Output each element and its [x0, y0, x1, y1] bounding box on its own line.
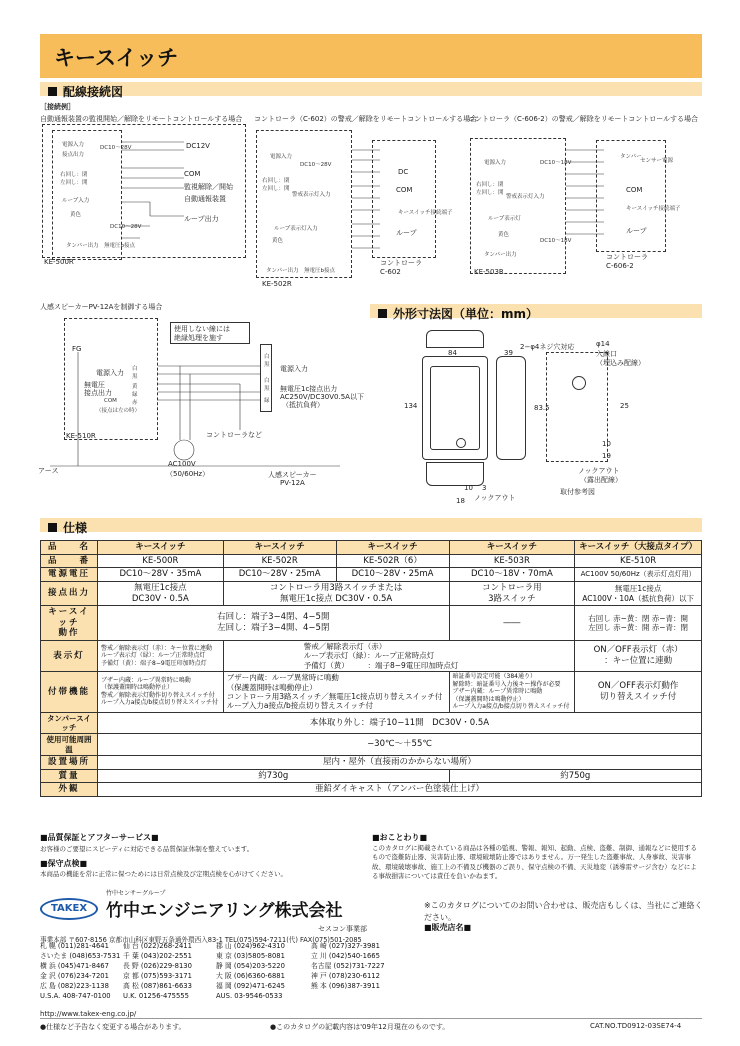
cell: コントローラ用3路スイッチまたは 無電圧1c接点 DC30V・0.5A [223, 581, 449, 605]
d4-note1: 使用しない線には [174, 325, 230, 333]
d4-no-voltage: 無電圧 [84, 381, 105, 389]
d2-b-contact: 無電圧b接点 [304, 268, 335, 274]
d4-yellow: 黄 [132, 384, 138, 390]
headquarters: 事業本部 〒607-8156 京都市山科区東野五条通外環西入83-1 TEL(075)594-7211(代) FAX(075)501-2085 [40, 936, 362, 944]
diagram4-model: KE-510R [66, 432, 96, 440]
page-title: キースイッチ [54, 46, 179, 70]
d3-controller-model: C-606-2 [606, 262, 634, 270]
office: 神 戸 (078)230-6112 [311, 971, 380, 980]
d3-loop-lamp: ループ表示灯 [488, 216, 521, 222]
office: 福 岡 (092)471-6245 [216, 981, 285, 990]
cell: KE-510R [575, 554, 702, 568]
d2-controller-label: コントローラ [380, 259, 422, 267]
cell: 右回し 赤−黄：閉 赤−青：開 左回し 赤−黄：開 赤−青：閉 [575, 606, 702, 641]
row-head-appearance: 外観 [41, 783, 98, 797]
table-row [41, 641, 702, 672]
cell: ブザー内蔵：ループ異常時に鳴動 （保護蓋開時は鳴動停止） コントローラ用3路スイッチ／無電圧1c接点切り替えスイッチ付 ループ入力a接点/b接点切り替えスイッチ付 [223, 672, 449, 713]
d3-dc: DC10〜18V [540, 160, 572, 166]
spec-section-heading: 仕様 [48, 519, 87, 536]
cell: −30℃〜＋55℃ [98, 734, 702, 756]
cell: キースイッチ [98, 541, 224, 555]
d4-pv-power: 電源入力 [280, 365, 308, 373]
row-head-function: 付帯機能 [41, 672, 98, 713]
dim-screw: 2−φ4ネジ穴対応 [520, 343, 575, 351]
row-head-tamper: タンパースイッチ [41, 712, 98, 734]
office [311, 992, 401, 1002]
d3-com: COM [626, 186, 643, 194]
d1-tamper: タンパー出力 [66, 243, 99, 249]
office: 大 阪 (06)6360-6881 [216, 971, 285, 980]
cell: KE-502R（6） [336, 554, 449, 568]
dim-10-bottom: 10 [464, 484, 473, 492]
d4-white: 白 [132, 366, 138, 372]
d3-controller-label: コントローラ [606, 253, 648, 261]
cell: DC10〜28V・25mA [336, 568, 449, 582]
cell: 本体取り外し：端子10−11開 DC30V・0.5A [98, 712, 702, 734]
d1-dc: DC10〜28V [100, 145, 132, 151]
d4-controller: コントローラなど [206, 431, 262, 439]
diagram3-model: KE-503R [474, 268, 504, 276]
table-row [41, 606, 702, 641]
d3-sensor-power: センサー電源 [640, 158, 674, 164]
table-row [41, 554, 702, 568]
cell: 無電圧1c接点 DC30V・0.5A [98, 581, 224, 605]
d1-left: 左回し：開 [60, 180, 88, 186]
d2-right: 右回し：閉 [262, 178, 290, 184]
dim-3: 3 [482, 484, 487, 492]
dim-10-side: 10 [602, 440, 611, 448]
dim-height: 134 [404, 402, 418, 410]
cell: ブザー内蔵：ループ異常時に鳴動 （保護蓋開時は鳴動停止） 警戒／解除表示灯動作切り替えスイッチ付 ループ入力a接点/b接点切り替えスイッチ付 [98, 672, 224, 713]
dim-ref: 取付参考図 [560, 488, 595, 496]
dim-pitch: 83.5 [534, 404, 550, 412]
d3-key-terminal: キースイッチ接続端子 [626, 206, 681, 212]
d1-dc2: DC10〜28V [110, 224, 142, 230]
d4-earth: アース [38, 467, 59, 475]
takex-logo: TAKEX [40, 898, 98, 920]
d4-t-white: 白 [264, 354, 270, 360]
row-head-name: 品 名 [41, 541, 98, 555]
d2-com: COM [396, 186, 413, 194]
d3-tamper: タンパー [620, 154, 642, 160]
square-icon [48, 523, 57, 532]
quality-title: ■品質保証とアフターサービス■ [40, 833, 159, 842]
office: 静 岡 (054)203-5220 [216, 961, 285, 970]
d4-contact-note: （接点は左の時） [96, 408, 141, 414]
diagram2-title: コントローラ（C-602）の警戒／解除をリモートコントロールする場合 [254, 115, 478, 123]
dim-width: 84 [448, 349, 457, 357]
d4-pv-rating: AC250V/DC30V0.5A以下 [280, 393, 364, 401]
d1-b-contact: 無電圧b接点 [104, 243, 135, 249]
d1-yellow: 黄色 [70, 212, 82, 218]
date-note: ●このカタログの記載内容は'09年12月現在のものです。 [270, 1023, 450, 1031]
cell: 右回し：端子3−4閉、4−5開 左回し：端子3−4開、4−5閉 [98, 606, 450, 641]
spec-section-bar [40, 518, 702, 532]
d3-loop: ループ [626, 227, 647, 235]
cell: コントローラ用 3路スイッチ [449, 581, 575, 605]
cell: ―― [449, 606, 575, 641]
d4-contact-out: 接点出力 [84, 389, 112, 397]
diagram1-auto-report: 自動通報装置 [184, 195, 226, 203]
cell: 屋内・屋外（直接雨のかからない場所） [98, 756, 702, 770]
cell: 警戒／解除表示灯（赤） ループ表示灯（緑）：ループ正常時点灯 予備灯（黄） ：端子8−9電圧印加時点灯 [223, 641, 575, 672]
inquiry-note: ※このカタログについてのお問い合わせは、販売店もしくは、当社にご連絡ください。 [424, 901, 703, 922]
office: U.K. 01256-475555 [123, 991, 189, 1000]
cell: DC10〜28V・35mA [98, 568, 224, 582]
d1-loop-in: ループ入力 [62, 198, 90, 204]
example-label: ［接続例］ [40, 103, 75, 111]
maintenance-text: 本商品の機能を常に正常に保つためには日常点検及び定期点検を心がけてください。 [40, 870, 287, 878]
cell: キースイッチ（大接点タイプ） [575, 541, 702, 555]
company-name: 竹中エンジニアリング株式会社 [106, 901, 343, 921]
d4-ac100v: AC100V [168, 460, 196, 468]
d3-dc-out: DC10〜18V [540, 238, 572, 244]
table-row [41, 712, 702, 734]
notice-title: ■おことわり■ [372, 833, 428, 842]
office: 金 沢 (076)234-7201 [40, 971, 109, 980]
cell: キースイッチ [223, 541, 336, 555]
d4-red: 赤 [132, 400, 138, 406]
d3-yellow: 黄色 [498, 232, 510, 238]
dim-depth: 39 [504, 349, 513, 357]
d2-power-in: 電源入力 [270, 154, 293, 160]
cell: キースイッチ [449, 541, 575, 555]
d2-dc: DC [398, 168, 409, 176]
office-list [40, 942, 401, 1002]
office: 札 幌 (011)281-4641 [40, 942, 109, 950]
notice-text: このカタログに掲載されている商品は各種の監視、警報、報知、起動、点検、盗難、制御、通報などに使用するもので盗難防止器、災害防止器、環境破壊防止器ではありません。万一発生した盗難事故、人身事故、災害事故、環境破壊事故、施工上の不備及び機器のご誤り、保守点検の不備、天災地変（誘導雷サージ含む）などによる事故損害については責任を負いかねます。 [372, 844, 697, 881]
d3-alarm-lamp: 警戒表示灯入力 [506, 194, 545, 200]
diagram1-monitor: 監視解除／開始 [184, 183, 233, 191]
cell: KE-500R [98, 554, 224, 568]
cell: 無電圧1c接点 AC100V・10A（抵抗負荷）以下 [575, 581, 702, 605]
diagram1-model: KE-500R [44, 258, 74, 266]
office: さいたま (048)653-7531 [40, 951, 121, 960]
office: 東 京 (03)5805-8081 [216, 951, 285, 960]
quality-text: お客様のご要望にスピーディに対応できる品質保証体制を整えています。 [40, 845, 254, 853]
dim-knockout2: （露出配線） [580, 476, 622, 484]
d3-power-in: 電源入力 [484, 160, 507, 166]
cell: ON／OFF表示灯（赤） ：キー位置に連動 [575, 641, 702, 672]
dealer-label: ■販売店名■ [424, 923, 472, 932]
cell: 亜鉛ダイキャスト（アンバー色塗装仕上げ） [98, 783, 702, 797]
table-row [41, 783, 702, 797]
d4-speaker-model: PV-12A [280, 479, 305, 487]
spec-table [40, 540, 702, 797]
catalog-number: CAT.NO.TD0912-03SE74-4 [590, 1022, 682, 1030]
maintenance-title: ■保守点検■ [40, 859, 88, 868]
cell: キースイッチ [336, 541, 449, 555]
d4-hz: （50/60Hz） [166, 470, 210, 478]
dim-18: 18 [456, 497, 465, 505]
office: 名古屋 (052)731-7227 [311, 961, 385, 970]
dimension-section-heading: 外形寸法図（単位：mm） [378, 305, 538, 322]
row-head-model: 品 番 [41, 554, 98, 568]
table-row [41, 769, 702, 783]
d2-left: 左回し：開 [262, 186, 290, 192]
cell: KE-503R [449, 554, 575, 568]
d1-right: 右回し：閉 [60, 172, 88, 178]
dim-knockout: ノックアウト [578, 467, 620, 475]
d4-t-black2: 黒 [264, 386, 270, 392]
office: AUS. 03-9546-0533 [216, 991, 283, 1000]
cell: 警戒／解除表示灯（赤）：キー位置に連動 ループ表示灯（緑）：ループ正常時点灯 予備灯（黄）：端子8−9電圧印加時点灯 [98, 641, 224, 672]
office: 高 崎 (027)327-3981 [311, 942, 380, 950]
d4-speaker: 人感スピーカー [268, 471, 317, 479]
dim-25: 25 [620, 402, 629, 410]
cell: 暗証番号設定可能（384通り） 解除時：暗証番号入力後キー操作が必要 ブザー内蔵：ループ異常時に鳴動 （保護蓋開時は鳴動停止） ループ入力a接点/b接点切り替えスイッチ付 [449, 672, 575, 713]
divider [40, 1018, 702, 1019]
office: 熊 本 (096)387-3911 [311, 981, 380, 990]
office: 高 松 (087)861-6633 [123, 981, 192, 990]
row-head-power: 電源電圧 [41, 568, 98, 582]
row-head-key: キースイッチ 動作 [41, 606, 98, 641]
office: 立 川 (042)540-1665 [311, 951, 380, 960]
d3-right: 右回し：閉 [476, 182, 504, 188]
office: 郡 山 (024)962-4310 [216, 942, 285, 950]
row-head-contact: 接点出力 [41, 581, 98, 605]
d2-loop-lamp: ループ表示灯入力 [274, 226, 318, 232]
d1-power-in: 電源入力 [62, 142, 85, 148]
table-row [41, 672, 702, 713]
d4-note2: 絶縁処理を施す [174, 334, 223, 342]
diagram1-title: 自動通報装置の監視開始／解除をリモートコントロールする場合 [40, 115, 243, 123]
row-head-mass: 質量 [41, 769, 98, 783]
d4-pv-load: （抵抗負荷） [282, 401, 324, 409]
dim-knockout-bottom: ノックアウト [474, 494, 516, 502]
dim-hole2: （埋込み配線） [596, 359, 645, 367]
row-head-temp: 使用可能周囲温 [41, 734, 98, 756]
office: 横 浜 (045)471-8467 [40, 961, 109, 970]
d3-tamper-out: タンパー出力 [484, 252, 517, 258]
cell: KE-502R [223, 554, 336, 568]
d4-green: 緑 [132, 392, 138, 398]
d4-power-in: 電源入力 [96, 369, 124, 377]
cell: AC100V 50/60Hz（表示灯点灯用） [575, 568, 702, 582]
diagram4-title: 人感スピーカーPV-12Aを制御する場合 [40, 303, 163, 311]
office: 京 都 (075)593-3171 [123, 971, 192, 980]
table-row [41, 581, 702, 605]
diagram1-loop-output: ループ出力 [184, 215, 219, 223]
table-row [41, 756, 702, 770]
d2-key-terminal: キースイッチ接続端子 [398, 210, 453, 216]
cell: DC10〜18V・70mA [449, 568, 575, 582]
row-head-place: 設置場所 [41, 756, 98, 770]
d4-t-white2: 白 [264, 378, 270, 384]
office: 仙 台 (022)268-2411 [123, 942, 192, 950]
group-name: 竹中センサーグループ [106, 890, 166, 897]
d4-t-black: 黒 [264, 362, 270, 368]
d4-pv-contact: 無電圧1c接点出力 [280, 385, 338, 393]
cell: 約730g [98, 769, 450, 783]
d4-fg: FG [72, 345, 82, 353]
d4-black: 黒 [132, 374, 138, 380]
diagram1-com: COM [184, 170, 201, 178]
cell: ON／OFF表示灯動作 切り替えスイッチ付 [575, 672, 702, 713]
cell: 約750g [449, 769, 701, 783]
diagram2-model: KE-502R [262, 280, 292, 288]
d2-yellow: 黄色 [272, 238, 284, 244]
table-row [41, 541, 702, 555]
table-row [41, 568, 702, 582]
diagram3-title: コントローラ（C-606-2）の警戒／解除をリモートコントロールする場合 [468, 115, 699, 123]
d3-left: 左回し：開 [476, 190, 504, 196]
d4-t-green: 緑 [264, 398, 270, 404]
dim-hole-diameter: φ14 [596, 340, 610, 348]
d2-dc-in: DC10〜28V [300, 162, 332, 168]
cell: DC10〜28V・25mA [223, 568, 336, 582]
office: 長 野 (026)229-8130 [123, 961, 192, 970]
d2-alarm-lamp: 警戒表示灯入力 [292, 192, 331, 198]
division: セスコン事業部 [318, 925, 367, 933]
row-head-lamp: 表示灯 [41, 641, 98, 672]
d4-com: COM [104, 398, 117, 404]
diagram1-dc12v: DC12V [186, 142, 210, 150]
d2-tamper: タンパー出力 [266, 268, 299, 274]
office: 千 葉 (043)202-2551 [123, 951, 192, 960]
spec-change-note: ●仕様など予告なく変更する場合があります。 [40, 1023, 186, 1031]
d1-contact: 接点出力 [62, 152, 85, 158]
website-link[interactable]: http://www.takex-eng.co.jp/ [40, 1010, 137, 1018]
office: U.S.A. 408-747-0100 [40, 991, 111, 1000]
dim-hole: 入線口 [596, 350, 617, 358]
dim-19-side: 19 [602, 452, 611, 460]
wiring-section-heading: 配線接続図 [48, 83, 123, 100]
table-row [41, 734, 702, 756]
d2-controller-model: C-602 [380, 268, 401, 276]
d2-loop: ループ [396, 229, 417, 237]
office: 広 島 (082)223-1138 [40, 981, 109, 990]
